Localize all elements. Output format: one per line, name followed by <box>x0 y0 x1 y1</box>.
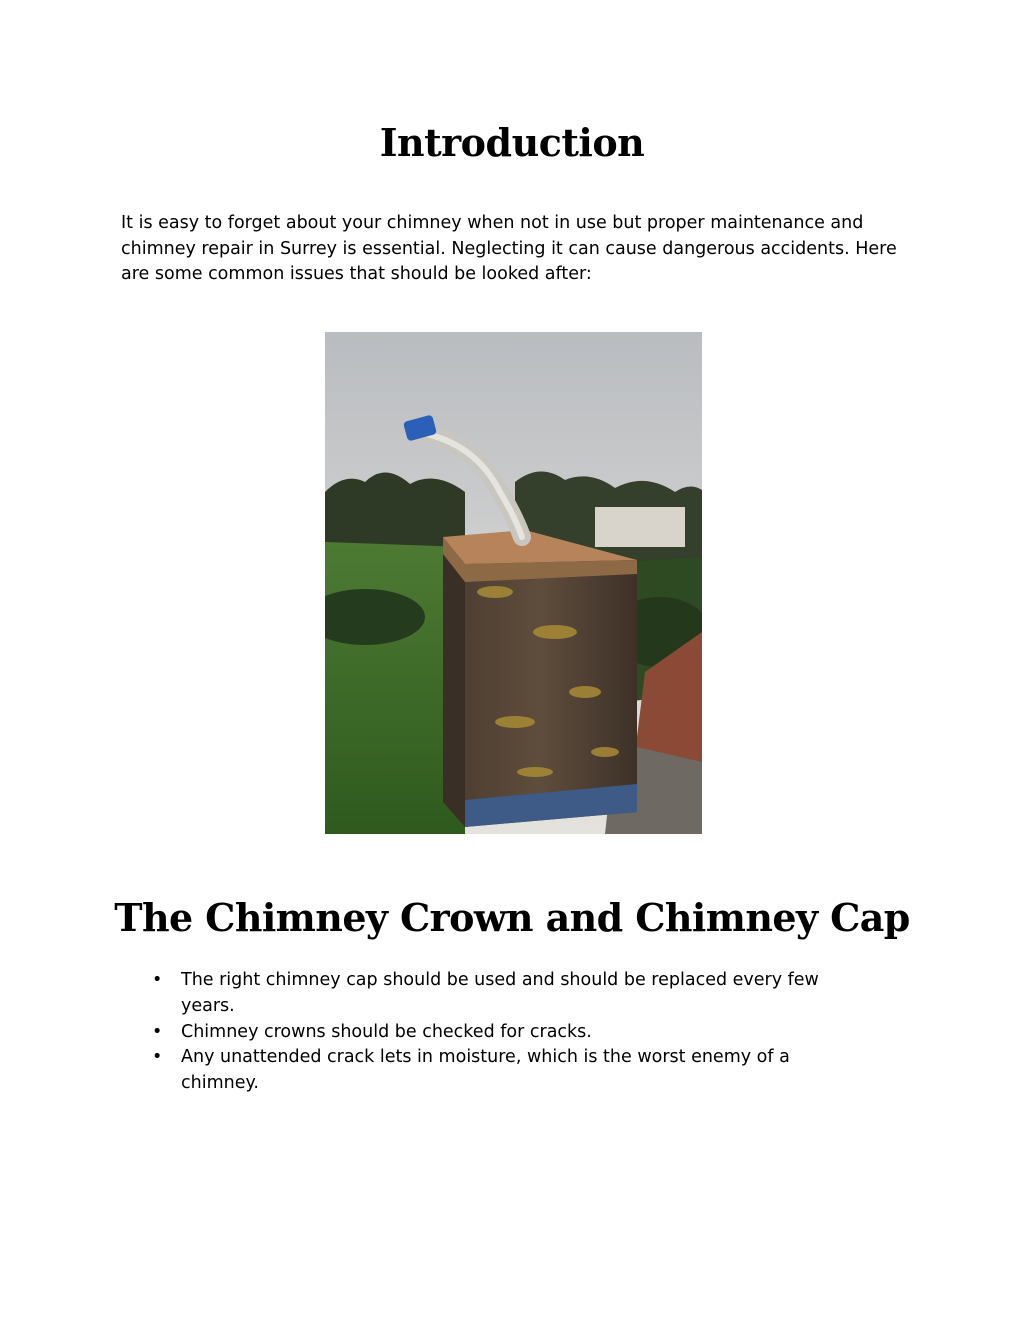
section-heading-chimney-crown: The Chimney Crown and Chimney Cap <box>114 895 910 940</box>
list-item <box>148 968 868 1020</box>
list-item <box>148 1020 868 1046</box>
list-item-text: Any unattended crack lets in moisture, which is the worst enemy of a chimney. <box>181 1047 790 1094</box>
bullet-icon: • <box>152 970 163 990</box>
list-item <box>148 1045 868 1097</box>
list-item-text: Chimney crowns should be checked for cracks. <box>181 1021 592 1042</box>
bullet-icon: • <box>152 1047 163 1068</box>
bullet-list <box>148 968 868 1097</box>
intro-paragraph: It is easy to forget about your chimney when not in use but proper maintenance and chimney repair in Surrey is essential. Neglecting it can cause dangerous accidents. Here are some common issues that should be looked after: <box>121 213 897 284</box>
bullet-icon: • <box>152 1021 163 1042</box>
list-item-text: The right chimney cap should be used and should be replaced every few years. <box>181 970 819 1016</box>
page-heading-introduction: Introduction <box>379 120 645 165</box>
chimney-photo <box>325 332 702 834</box>
